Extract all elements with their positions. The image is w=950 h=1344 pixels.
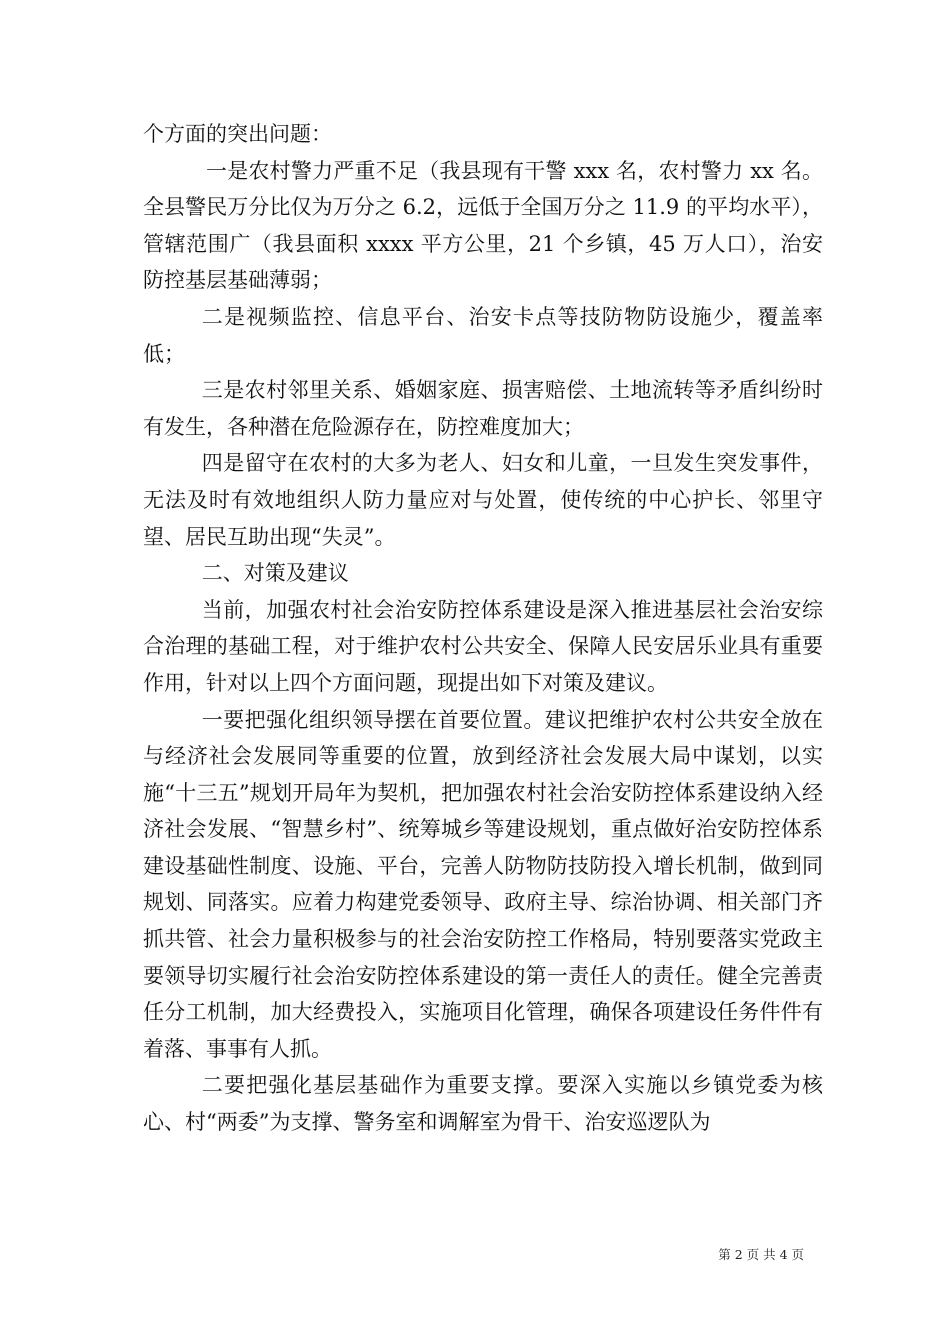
paragraph-issue-3: 三是农村邻里关系、婚姻家庭、损害赔偿、土地流转等矛盾纠纷时有发生，各种潜在危险源存在，防控难度加大；	[143, 378, 823, 439]
paragraph-issue-2: 二是视频监控、信息平台、治安卡点等技防物防设施少，覆盖率低；	[143, 304, 823, 366]
paragraph-measure-1: 一要把强化组织领导摆在首要位置。建议把维护农村公共安全放在与经济社会发展同等重要的位置，放到经济社会发展大局中谋划，以实施“十三五”规划开局年为契机，把加强农村社会治安防控体系建设纳入经济社会发展、“智慧乡村”、统筹城乡等建设规划，重点做好治安防控体系建设基础性制度、设施、平台，完善人防物防技防投入增长机制，做到同规划、同落实。应着力构建党委领导、政府主导、综治协调、相关部门齐抓共管、社会力量积极参与的社会治安防控工作格局，特别要落实党政主要领导切实履行社会治安防控体系建设的第一责任人的责任。健全完善责任分工机制，加大经费投入，实施项目化管理，确保各项建设任务件件有着落、事事有人抓。	[143, 707, 823, 1061]
section-heading: 二、对策及建议	[201, 561, 349, 586]
paragraph-issue-4: 四是留守在农村的大多为老人、妇女和儿童，一旦发生突发事件，无法及时有效地组织人防力量应对与处置，使传统的中心护长、邻里守望、居民互助出现“失灵”。	[143, 451, 823, 549]
paragraph-issue-1: 一是农村警力严重不足（我县现有干警 xxx 名，农村警力 xx 名。全县警民万分比仅为万分之 6.2，远低于全国万分之 11.9 的平均水平），管辖范围广（我县面积 xxxx 平方公里，21 个乡镇，45 万人口），治安防控基层基础薄弱；	[143, 158, 823, 293]
document-body	[143, 116, 823, 1141]
paragraph-measure-2: 二要把强化基层基础作为重要支撑。要深入实施以乡镇党委为核心、村“两委”为支撑、警务室和调解室为骨干、治安巡逻队为	[143, 1073, 823, 1135]
paragraph-intro: 当前，加强农村社会治安防控体系建设是深入推进基层社会治安综合治理的基础工程，对于维护农村公共安全、保障人民安居乐业具有重要作用，针对以上四个方面问题，现提出如下对策及建议。	[143, 597, 823, 695]
paragraph-continuation: 个方面的突出问题：	[143, 122, 332, 146]
page-number: 第 2 页 共 4 页	[718, 1247, 804, 1262]
